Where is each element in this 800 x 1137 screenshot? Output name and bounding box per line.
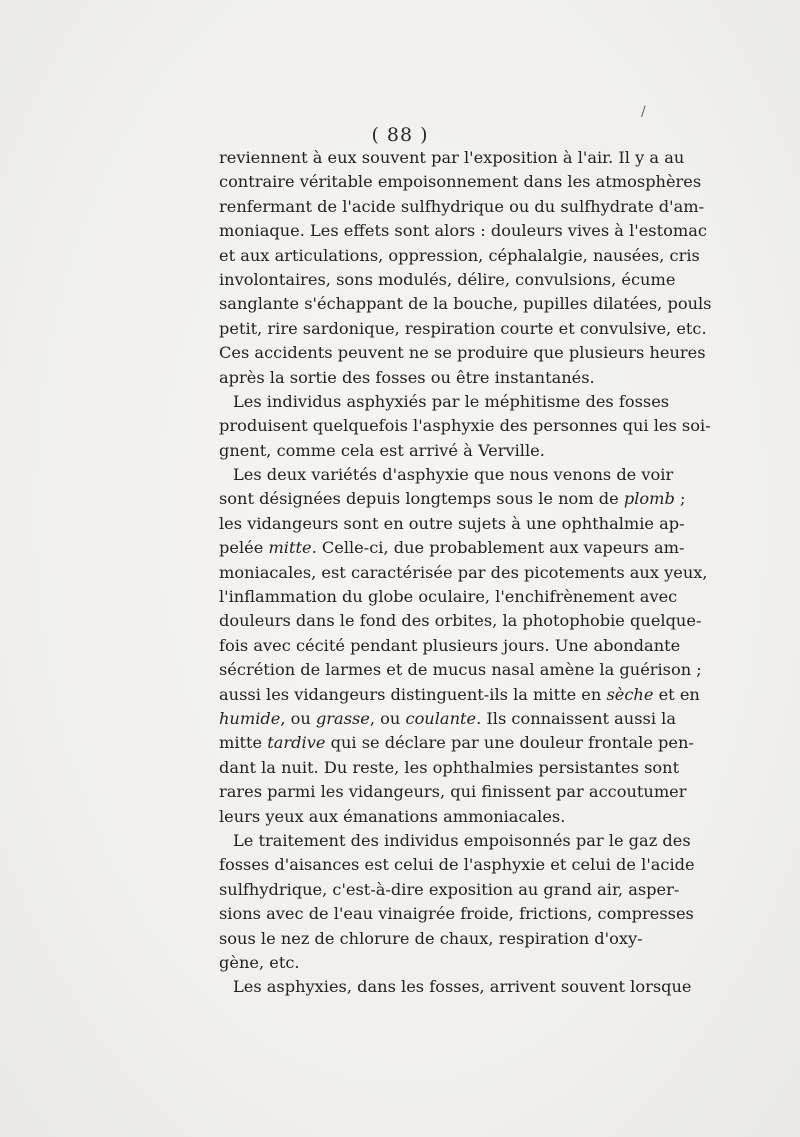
text-segment: sanglante s'échappant de la bouche, pupilles dilatées, pouls [219, 294, 712, 314]
text-segment: Le traitement des individus empoisonnés par le gaz des [233, 830, 691, 850]
text-line [219, 683, 700, 707]
margin-mark: / [641, 104, 646, 120]
text-segment: petit, rire sardonique, respiration courte et convulsive, etc. [219, 318, 707, 338]
text-segment: renfermant de l'acide sulfhydrique ou du sulfhydrate d'am- [219, 196, 705, 216]
text-segment: sulfhydrique, c'est-à-dire exposition au grand air, asper- [219, 879, 680, 899]
text-segment: , ou [280, 708, 316, 728]
text-segment: involontaires, sons modulés, délire, convulsions, écume [219, 269, 676, 289]
text-segment: après la sortie des fosses ou être instantanés. [219, 367, 595, 387]
italic-text: grasse [315, 708, 370, 728]
text-segment: sécrétion de larmes et de mucus nasal amène la guérison ; [219, 660, 702, 680]
text-line [219, 244, 700, 268]
text-segment: dant la nuit. Du reste, les ophthalmies persistantes sont [219, 757, 680, 777]
body-text [219, 146, 712, 1000]
text-line [219, 731, 694, 755]
text-line [219, 853, 695, 877]
text-segment: gnent, comme cela est arrivé à Verville. [219, 440, 545, 460]
italic-text: coulante [405, 708, 477, 728]
text-segment: et en [653, 684, 700, 704]
text-segment: et aux articulations, oppression, céphalalgie, nausées, cris [219, 245, 700, 265]
text-line [219, 341, 706, 365]
text-segment: Ces accidents peuvent ne se produire que plusieurs heures [219, 343, 706, 363]
text-segment: fosses d'aisances est celui de l'asphyxie et celui de l'acide [219, 855, 695, 875]
text-segment: sont désignées depuis longtemps sous le nom de [219, 489, 624, 509]
text-segment: douleurs dans le fond des orbites, la photophobie quelque- [219, 611, 702, 631]
page-number: ( 88 ) [371, 124, 429, 146]
text-segment: qui se déclare par une douleur frontale pen- [325, 733, 694, 753]
italic-text: mitte [268, 538, 312, 558]
text-line [219, 536, 685, 560]
text-line [219, 146, 685, 170]
text-line [219, 414, 711, 438]
text-segment: . Celle-ci, due probablement aux vapeurs am- [311, 538, 685, 558]
text-line [219, 195, 705, 219]
text-segment: sions avec de l'eau vinaigrée froide, frictions, compresses [219, 904, 694, 924]
text-line [219, 512, 685, 536]
text-line [219, 658, 702, 682]
text-line [219, 829, 691, 853]
text-line [219, 487, 686, 511]
text-line [219, 609, 702, 633]
text-segment: gène, etc. [219, 952, 300, 972]
text-line [219, 219, 707, 243]
text-line [219, 951, 627, 975]
text-line [219, 975, 692, 999]
text-segment: mitte [219, 733, 268, 753]
text-line [219, 366, 627, 390]
italic-text: sèche [606, 684, 654, 704]
text-line [219, 927, 643, 951]
text-segment: Les deux variétés d'asphyxie que nous venons de voir [233, 465, 674, 485]
text-segment: aussi les vidangeurs distinguent-ils la mitte en [219, 684, 607, 704]
text-segment: pelée [219, 538, 269, 558]
text-line [219, 317, 707, 341]
text-segment: reviennent à eux souvent par l'exposition à l'air. Il y a au [219, 148, 685, 167]
text-segment: sous le nez de chlorure de chaux, respiration d'oxy- [219, 928, 643, 948]
italic-text: humide [219, 708, 281, 728]
text-line [219, 292, 712, 316]
text-segment: moniaque. Les effets sont alors : douleurs vives à l'estomac [219, 221, 707, 241]
text-segment: rares parmi les vidangeurs, qui finissent par accoutumer [219, 782, 687, 802]
text-segment: Les individus asphyxiés par le méphitisme des fosses [233, 391, 670, 411]
text-segment: produisent quelquefois l'asphyxie des personnes qui les soi- [219, 416, 711, 436]
text-line [219, 585, 678, 609]
text-segment: ; [674, 489, 686, 509]
text-line [219, 561, 708, 585]
text-segment: leurs yeux aux émanations ammoniacales. [219, 806, 566, 826]
text-line [219, 878, 680, 902]
text-line [219, 707, 676, 731]
italic-text: tardive [267, 733, 326, 753]
text-line [219, 805, 627, 829]
italic-text: plomb [623, 489, 675, 509]
text-line [219, 390, 670, 414]
text-segment: les vidangeurs sont en outre sujets à une ophthalmie ap- [219, 513, 685, 533]
text-line [219, 170, 702, 194]
text-segment: moniacales, est caractérisée par des picotements aux yeux, [219, 562, 708, 582]
text-line [219, 756, 680, 780]
text-segment: contraire véritable empoisonnement dans les atmosphères [219, 172, 702, 192]
text-line [219, 463, 674, 487]
text-line [219, 268, 676, 292]
text-line [219, 780, 687, 804]
text-line [219, 439, 627, 463]
text-segment: Les asphyxies, dans les fosses, arrivent souvent lorsque [233, 977, 692, 997]
text-segment: l'inflammation du globe oculaire, l'enchifrènement avec [219, 587, 678, 607]
text-segment: fois avec cécité pendant plusieurs jours. Une abondante [219, 635, 681, 655]
text-line [219, 902, 694, 926]
text-segment: . Ils connaissent aussi la [476, 708, 676, 728]
text-line [219, 634, 681, 658]
text-segment: , ou [369, 708, 406, 728]
